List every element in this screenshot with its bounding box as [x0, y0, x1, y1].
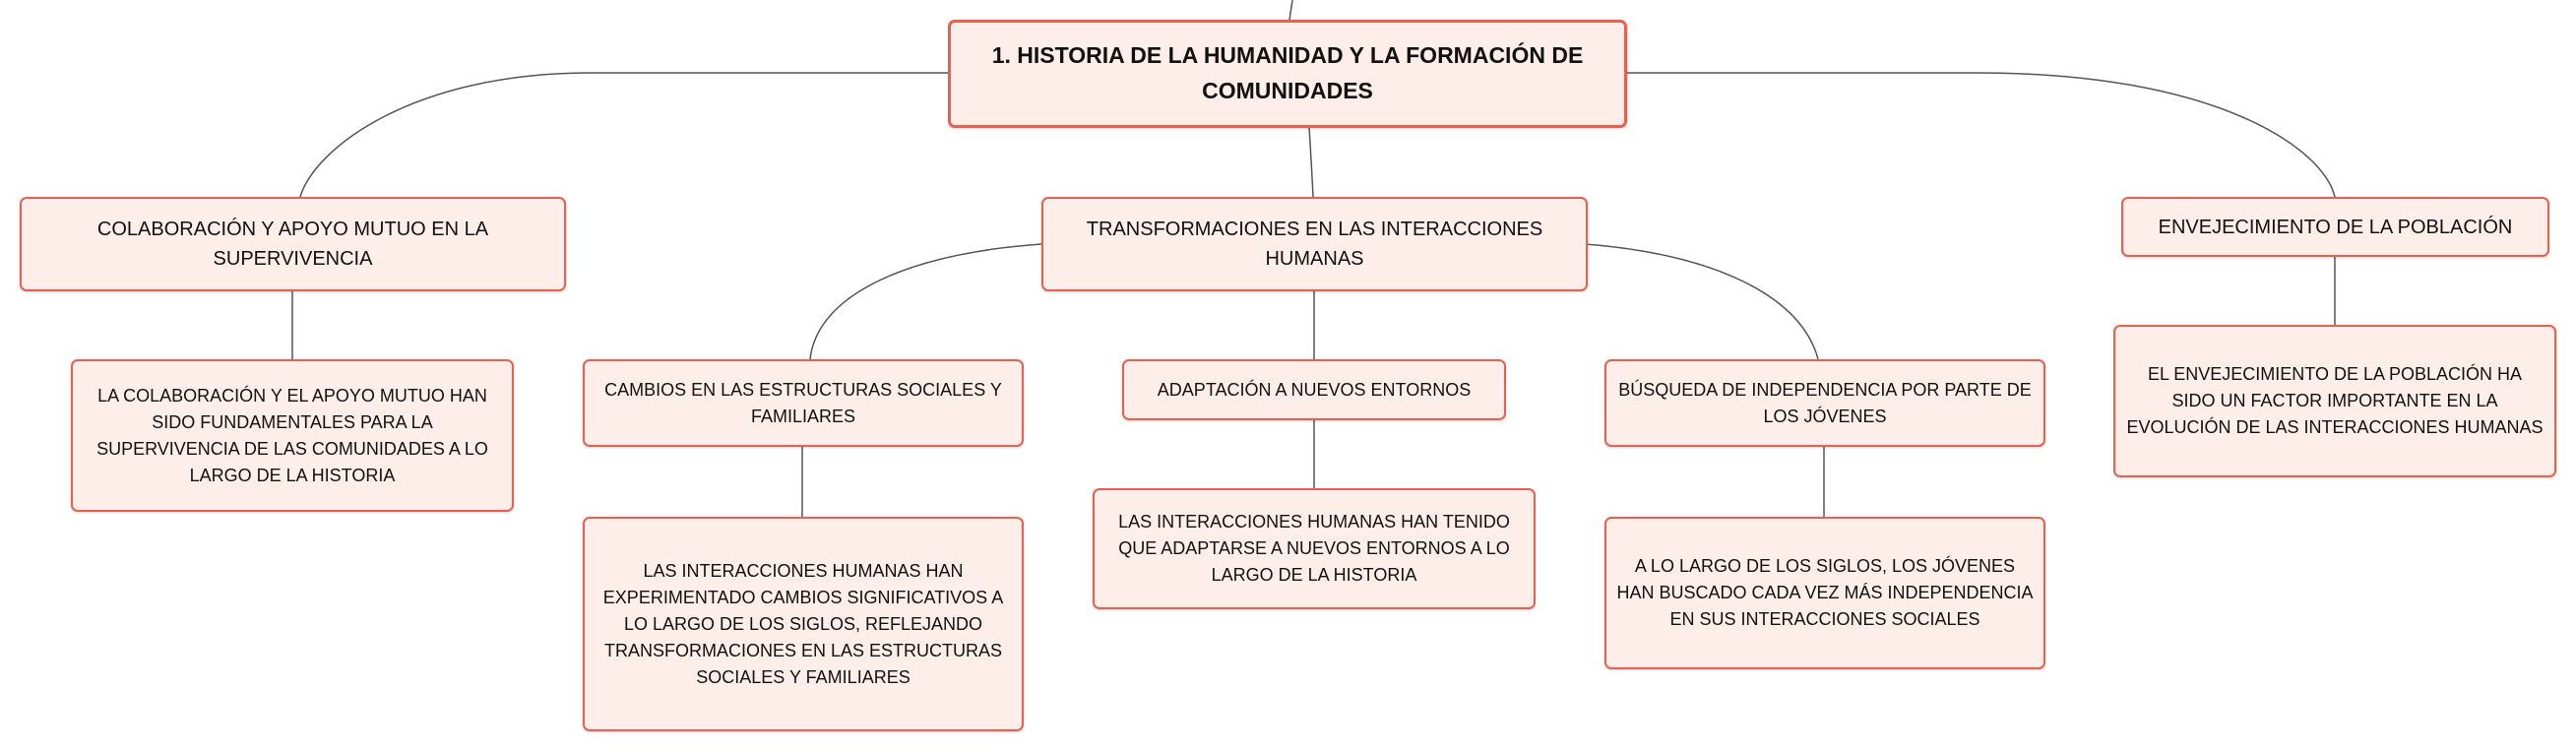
topic-label: TRANSFORMACIONES EN LAS INTERACCIONES HUMANAS	[1086, 219, 1543, 270]
connector-root-envejecimiento	[1624, 73, 2335, 197]
detail-envejecimiento[interactable]	[2113, 325, 2556, 477]
connector-root-colaboracion	[300, 73, 948, 197]
subtopic-label: ADAPTACIÓN A NUEVOS ENTORNOS	[1157, 379, 1472, 400]
detail-cambios[interactable]	[583, 517, 1024, 731]
topic-label: COLABORACIÓN Y APOYO MUTUO EN LA SUPERVIVENCIA	[96, 219, 489, 270]
detail-text: A LO LARGO DE LOS SIGLOS, LOS JÓVENES HAN BUSCADO CADA VEZ MÁS INDEPENDENCIA EN SUS INTERACCIONES SOCIALES	[1616, 556, 2034, 629]
topic-envejecimiento[interactable]	[2121, 197, 2549, 257]
connector-trans-cambios	[810, 244, 1041, 359]
detail-adaptacion[interactable]	[1093, 488, 1536, 609]
subtopic-label: CAMBIOS EN LAS ESTRUCTURAS SOCIALES Y FAMILIARES	[604, 379, 1002, 426]
connector-root-top	[1289, 0, 1292, 20]
detail-text: LAS INTERACCIONES HUMANAS HAN TENIDO QUE ADAPTARSE A NUEVOS ENTORNOS A LO LARGO DE LA HISTORIA	[1118, 512, 1510, 585]
subtopic-label: BÚSQUEDA DE INDEPENDENCIA POR PARTE DE LOS JÓVENES	[1618, 379, 2032, 426]
topic-colaboracion[interactable]	[20, 197, 566, 291]
topic-label: ENVEJECIMIENTO DE LA POBLACIÓN	[2158, 216, 2513, 238]
subtopic-cambios[interactable]	[583, 359, 1024, 447]
detail-text: EL ENVEJECIMIENTO DE LA POBLACIÓN HA SIDO UN FACTOR IMPORTANTE EN LA EVOLUCIÓN DE LAS INTERACCIONES HUMANAS	[2126, 364, 2544, 437]
root-topic[interactable]	[948, 20, 1627, 128]
topic-transformaciones[interactable]	[1041, 197, 1588, 291]
subtopic-adaptacion[interactable]	[1122, 359, 1506, 420]
connector-trans-independencia	[1585, 244, 1818, 359]
detail-text: LAS INTERACCIONES HUMANAS HAN EXPERIMENTADO CAMBIOS SIGNIFICATIVOS A LO LARGO DE LOS SIGLOS, REFLEJANDO TRANSFORMACIONES EN LAS ESTRUCTURAS SOCIALES Y FAMILIARES	[602, 560, 1004, 687]
subtopic-independencia[interactable]	[1604, 359, 2045, 447]
detail-colaboracion[interactable]	[71, 359, 514, 512]
root-topic-label: 1. HISTORIA DE LA HUMANIDAD Y LA FORMACIÓN DE COMUNIDADES	[991, 42, 1584, 103]
detail-text: LA COLABORACIÓN Y EL APOYO MUTUO HAN SIDO FUNDAMENTALES PARA LA SUPERVIVENCIA DE LAS COMUNIDADES A LO LARGO DE LA HISTORIA	[96, 385, 488, 485]
connector-root-transformaciones	[1309, 128, 1313, 197]
detail-independencia[interactable]	[1604, 517, 2045, 669]
